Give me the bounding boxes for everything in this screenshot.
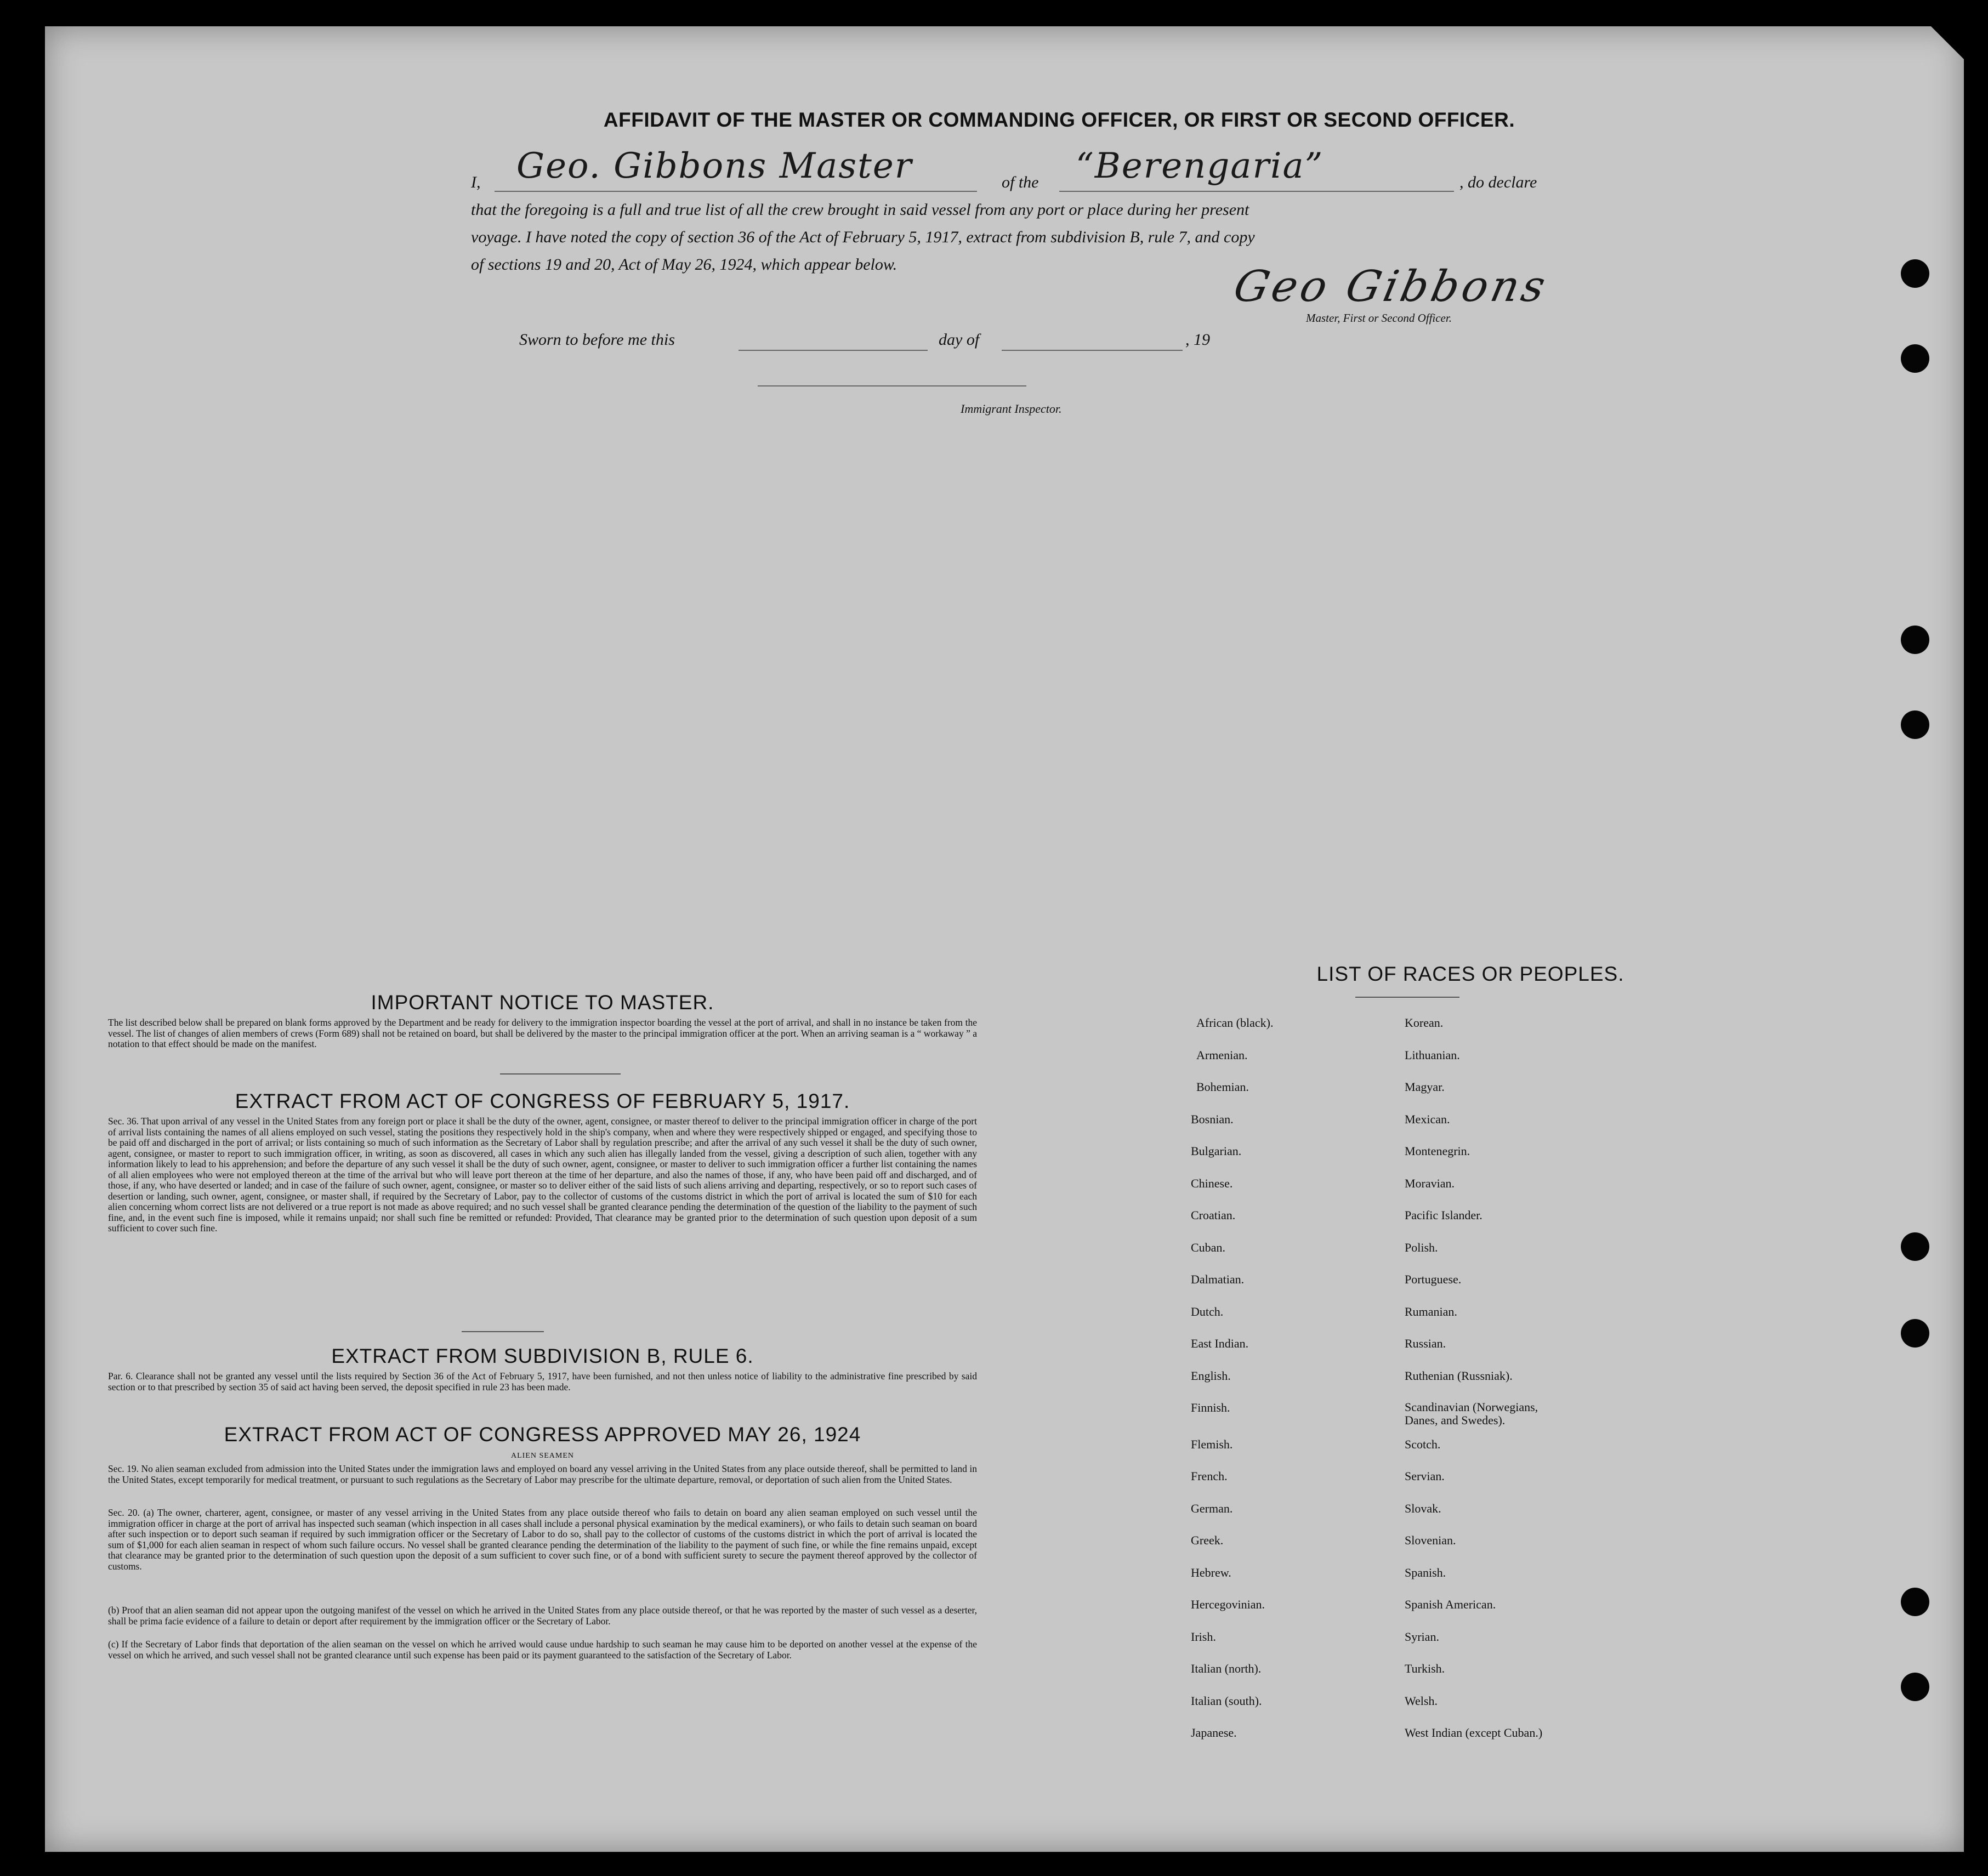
race-item: Italian (north). <box>1191 1662 1262 1675</box>
race-item: African (black). <box>1196 1016 1274 1030</box>
inspector-signature-line <box>758 385 1026 386</box>
affidavit-line-3: voyage. I have noted the copy of section 36 of the Act of February 5, 1917, extract from subdivision B, rule 7, and copy <box>471 228 1255 246</box>
affidavit-i: I, <box>471 173 481 191</box>
vessel-name: “Berengaria” <box>1076 146 1324 186</box>
race-item: Rumanian. <box>1405 1304 1457 1318</box>
section-divider <box>1355 997 1459 998</box>
race-item: Finnish. <box>1191 1401 1230 1414</box>
race-item: Scotch. <box>1405 1437 1441 1451</box>
race-item: Turkish. <box>1405 1662 1445 1675</box>
section-divider <box>500 1073 621 1075</box>
race-item: Hebrew. <box>1191 1565 1231 1579</box>
race-item: Chinese. <box>1191 1176 1233 1190</box>
race-item: German. <box>1191 1501 1233 1515</box>
race-item: Mexican. <box>1405 1112 1450 1126</box>
of-the-label: of the <box>1002 173 1039 191</box>
affidavit-line-4: of sections 19 and 20, Act of May 26, 1924, which appear below. <box>471 255 898 274</box>
race-item: Italian (south). <box>1191 1693 1262 1708</box>
binder-hole <box>1901 1319 1929 1348</box>
sworn-date-line <box>739 350 928 351</box>
race-item: Pacific Islander. <box>1405 1208 1483 1222</box>
race-item: Slovak. <box>1405 1501 1441 1515</box>
race-item: Dalmatian. <box>1191 1272 1245 1286</box>
notice-text: The list described below shall be prepared on blank forms approved by the Department and be ready for delivery to the immigration inspector boarding the vessel at the port of arrival, and shall in no instance be taken from the vessel. The list of changes of alien members of crews (Form 689) shall not be retained on board, but shall be delivered by the master to the principal immigration officer at the port. When an arriving seaman is a “ workaway ” a notation to that effect should be made on the manifest. <box>108 1017 977 1049</box>
day-of-line <box>1002 350 1183 351</box>
race-item: Hercegovinian. <box>1191 1598 1265 1611</box>
race-item: French. <box>1191 1469 1228 1483</box>
affidavit-title: AFFIDAVIT OF THE MASTER OR COMMANDING OFFICER, OR FIRST OR SECOND OFFICER. <box>603 109 1515 131</box>
notice-title: IMPORTANT NOTICE TO MASTER. <box>371 991 714 1014</box>
binder-hole <box>1901 710 1929 739</box>
extract-rule6-title: EXTRACT FROM SUBDIVISION B, RULE 6. <box>331 1345 754 1367</box>
day-of-label: day of <box>939 331 980 349</box>
master-name-line <box>495 191 977 192</box>
section-divider <box>462 1331 544 1332</box>
race-item: Portuguese. <box>1405 1272 1462 1286</box>
master-name: Geo. Gibbons Master <box>516 146 913 186</box>
binder-hole <box>1901 1232 1929 1261</box>
race-item: Moravian. <box>1405 1176 1455 1190</box>
extract-1924-sec20c: (c) If the Secretary of Labor finds that deportation of the alien seaman on the vessel on which he arrived would cause undue hardship to such seaman he may cause him to be deported on another vessel at the expense of the vessel on which he arrived, and such vessel shall not be granted clearance until such expense has been paid or its payment guaranteed to the satisfaction of the Secretary of Labor. <box>108 1639 977 1661</box>
document-page <box>45 26 1964 1852</box>
extract-rule6-text: Par. 6. Clearance shall not be granted any vessel until the lists required by Section 36 of the Act of February 5, 1917, have been furnished, and not then unless notice of liability to the administrative fine prescribed by said section or to that prescribed by section 35 of said act having been served, the deposit specified in rule 23 has been made. <box>108 1371 977 1392</box>
extract-1924-sec19: Sec. 19. No alien seaman excluded from admission into the United States under the immigration laws and employed on board any vessel arriving in the United States from any place outside thereof, shall be permitted to land in the United States, except temporarily for medical treatment, or pursuant to such regulations as the Secretary of Labor may prescribe for the ultimate departure, removal, or deportation of such alien from the United States. <box>108 1463 977 1485</box>
master-signature: Geo Gibbons <box>1229 262 1553 311</box>
race-item: Bulgarian. <box>1191 1144 1242 1158</box>
binder-hole <box>1901 626 1929 654</box>
race-item: Korean. <box>1405 1016 1444 1030</box>
race-item: Montenegrin. <box>1405 1144 1470 1158</box>
page-corner <box>1931 26 1964 59</box>
do-declare-label: , do declare <box>1459 173 1537 191</box>
race-item: Bohemian. <box>1196 1080 1249 1094</box>
race-item: English. <box>1191 1368 1231 1383</box>
race-item: Spanish American. <box>1405 1598 1496 1611</box>
race-item: Scandinavian (Norwegians, Danes, and Swedes). <box>1405 1400 1538 1427</box>
race-item: Magyar. <box>1405 1080 1445 1094</box>
race-item: Servian. <box>1405 1469 1445 1483</box>
race-item: Welsh. <box>1405 1693 1438 1708</box>
race-item: Ruthenian (Russniak). <box>1405 1368 1513 1383</box>
race-item: Polish. <box>1405 1240 1438 1254</box>
race-item: West Indian (except Cuban.) <box>1405 1726 1543 1739</box>
binder-hole <box>1901 259 1929 288</box>
affidavit-line-2: that the foregoing is a full and true list of all the crew brought in said vessel from any port or place during her present <box>471 201 1249 219</box>
year-label: , 19 <box>1185 331 1210 349</box>
race-item: Japanese. <box>1191 1726 1237 1739</box>
race-item: East Indian. <box>1191 1337 1249 1350</box>
extract-1924-sec20: Sec. 20. (a) The owner, charterer, agent, consignee, or master of any vessel arriving in the United States from any place outside thereof who fails to detain on board any alien seaman employed on such vessel until the immigration officer in charge at the port of arrival has inspected such seaman (which inspection in all cases shall include a personal physical examination by the medical examiners), or who fails to detain such seaman on board after such inspection or to deport such seaman if required by such immigration officer or the Secretary of Labor to do so, shall pay to the collector of customs of the customs district in which the port of arrival is located the sum of $1,000 for each alien seaman in respect of whom such failure occurs. No vessel shall be granted clearance pending the determination of the liability to the payment of such fine, or while the fine remains unpaid, except that clearance may be granted prior to the determination of such question upon the deposit of a sum sufficient to cover such fine, or of a bond with sufficient surety to secure the payment thereof approved by the collector of customs. <box>108 1507 977 1572</box>
race-item: Lithuanian. <box>1405 1048 1460 1062</box>
extract-1917-title: EXTRACT FROM ACT OF CONGRESS OF FEBRUARY 5, 1917. <box>235 1090 850 1112</box>
binder-hole <box>1901 1673 1929 1701</box>
race-item: Armenian. <box>1196 1048 1248 1062</box>
race-item: Slovenian. <box>1405 1533 1456 1547</box>
race-item: Cuban. <box>1191 1240 1225 1254</box>
binder-hole <box>1901 1588 1929 1616</box>
race-item: Croatian. <box>1191 1208 1236 1222</box>
race-item: Greek. <box>1191 1533 1224 1547</box>
inspector-label: Immigrant Inspector. <box>961 402 1062 416</box>
race-item: Syrian. <box>1405 1629 1439 1644</box>
race-item: Dutch. <box>1191 1304 1224 1318</box>
extract-1924-subtitle: ALIEN SEAMEN <box>510 1452 575 1460</box>
signature-caption: Master, First or Second Officer. <box>1306 311 1452 325</box>
races-title: LIST OF RACES OR PEOPLES. <box>1316 963 1625 985</box>
vessel-name-line <box>1059 191 1454 192</box>
race-item: Spanish. <box>1405 1565 1446 1579</box>
extract-1924-sec20b: (b) Proof that an alien seaman did not appear upon the outgoing manifest of the vessel on which he arrived in the United States from any place outside thereof, or that he was reported by the master of such vessel as a deserter, shall be prima facie evidence of a failure to detain or deport after requirement by the immigration officer or the Secretary of Labor. <box>108 1605 977 1627</box>
extract-1924-title: EXTRACT FROM ACT OF CONGRESS APPROVED MAY 26, 1924 <box>224 1423 861 1446</box>
race-item: Flemish. <box>1191 1437 1233 1451</box>
binder-hole <box>1901 344 1929 373</box>
sworn-label: Sworn to before me this <box>519 331 675 349</box>
race-item: Bosnian. <box>1191 1112 1234 1126</box>
extract-1917-text: Sec. 36. That upon arrival of any vessel in the United States from any foreign port or place it shall be the duty of the owner, agent, consignee, or master thereof to deliver to the principal immigration officer in charge of the port of arrival lists containing the names of all aliens employed on such vessel, stating the positions they respectively hold in the ship's company, when and where they were respectively shipped or engaged, and specifying those to be paid off and discharged in the port of arrival; or lists containing so much of such information as the Secretary of Labor shall by regulation prescribe; and after the arrival of any such vessel it shall be the duty of such owner, agent, consignee, or master to report to such immigration officer, in writing, as soon as discovered, all cases in which any such alien has illegally landed from the vessel, giving a description of such alien, together with any information likely to lead to his apprehension; and before the departure of any such vessel it shall be the duty of such owner, agent, consignee, or master to deliver to such immigration officer a further list containing the names of all alien employees who were not employed thereon at the time of the arrival but who will leave port thereon at the time of her departure, and also the names of those, if any, who have been paid off and discharged, and of those, if any, who have deserted or landed; and in case of the failure of such owner, agent, consignee, or master so to deliver either of the said lists of such aliens arriving and departing, respectively, or so to report such cases of desertion or landing, such owner, agent, consignee, or master shall, if required by the Secretary of Labor, pay to the collector of customs of the customs district in which the port of arrival is located the sum of $10 for each alien concerning whom correct lists are not delivered or a true report is not made as above required; and no such vessel shall be granted clearance pending the determination of the question of the liability to the payment of such fine, and, in the event such fine is imposed, while it remains unpaid; nor shall such fine be remitted or refunded: Provided, That clearance may be granted prior to the determination of such question upon deposit of a sum sufficient to cover such fine. <box>108 1116 977 1233</box>
race-item: Russian. <box>1405 1337 1446 1350</box>
race-item: Irish. <box>1191 1629 1216 1644</box>
